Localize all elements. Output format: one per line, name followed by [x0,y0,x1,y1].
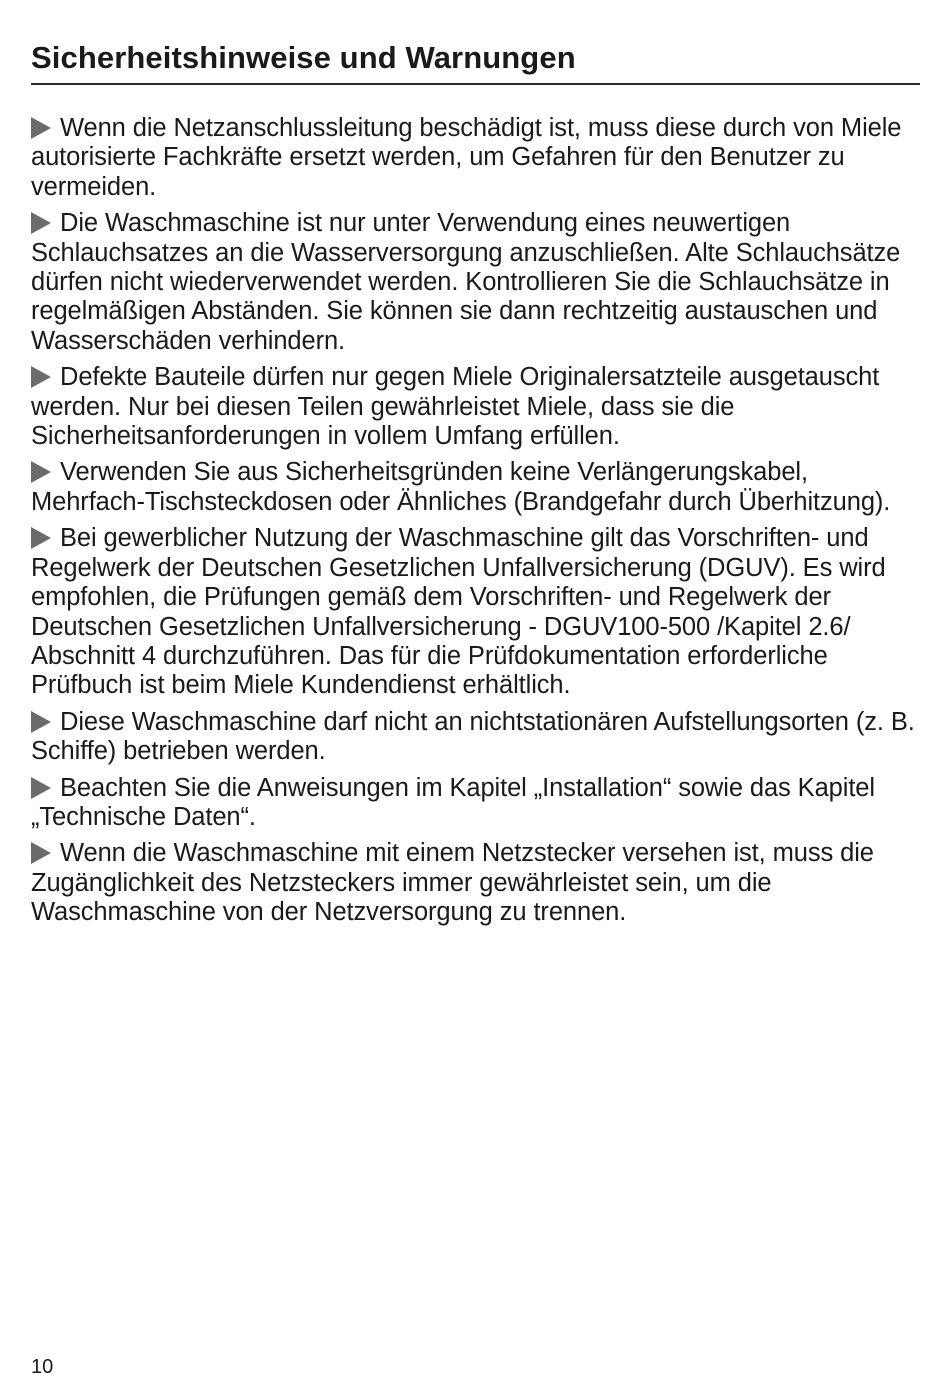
safety-note-text: Wenn die Netzanschlussleitung beschädigt ist, muss diese durch von Miele autorisierte Fachkräfte ersetzt werden, um Gefahren für den Benutzer zu vermeiden. [31,114,902,201]
triangle-right-icon [31,212,51,234]
page-title: Sicherheitshinweise und Warnungen [31,40,576,75]
safety-note [31,708,920,767]
safety-note [31,458,920,517]
safety-note [31,774,920,833]
safety-note-text: Die Waschmaschine ist nur unter Verwendung eines neuwertigen Schlauchsatzes an die Wasserversorgung anzuschließen. Alte Schlauchsätze dürfen nicht wiederverwendet werden. Kontrollieren Sie die Schlauchsätze in regelmäßigen Abständen. Sie können sie dann rechtzeitig austauschen und Wasserschäden verhindern. [31,209,901,355]
triangle-right-icon [31,117,51,139]
safety-notes-list [31,114,920,935]
safety-note [31,114,920,202]
triangle-right-icon [31,366,51,388]
triangle-right-icon [31,527,51,549]
safety-note-text: Diese Waschmaschine darf nicht an nichtstationären Aufstellungsorten (z. B. Schiffe) betrieben werden. [31,707,915,766]
safety-note-text: Bei gewerblicher Nutzung der Waschmaschine gilt das Vorschriften- und Regelwerk der Deutschen Gesetzlichen Unfallversicherung (DGUV). Es wird empfohlen, die Prüfungen gemäß dem Vorschriften- und Regelwerk der Deutschen Gesetzlichen Unfallversicherung - DGUV100-500 /Kapitel 2.6/ Abschnitt 4 durchzuführen. Das für die Prüfdokumentation erforderliche Prüfbuch ist beim Miele Kundendienst erhältlich. [31,524,886,700]
triangle-right-icon [31,711,51,733]
triangle-right-icon [31,777,51,799]
triangle-right-icon [31,842,51,864]
page-number: 10 [31,1356,54,1378]
safety-note [31,839,920,927]
safety-note [31,524,920,700]
page-header [31,38,920,85]
safety-note-text: Defekte Bauteile dürfen nur gegen Miele Originalersatzteile ausgetauscht werden. Nur bei diesen Teilen gewährleistet Miele, dass sie die Sicherheitsanforderungen in vollem Umfang erfüllen. [31,363,880,451]
safety-note [31,209,920,356]
safety-note [31,363,920,451]
safety-note-text: Verwenden Sie aus Sicherheitsgründen keine Verlängerungskabel, Mehrfach-Tischsteckdosen oder Ähnliches (Brandgefahr durch Überhitzung). [31,458,891,516]
safety-note-text: Wenn die Waschmaschine mit einem Netzstecker versehen ist, muss die Zugänglichkeit des Netzsteckers immer gewährleistet sein, um die Waschmaschine von der Netzversorgung zu trennen. [31,839,874,927]
triangle-right-icon [31,461,51,483]
safety-note-text: Beachten Sie die Anweisungen im Kapitel „Installation“ sowie das Kapitel „Technische Daten“. [31,773,875,831]
